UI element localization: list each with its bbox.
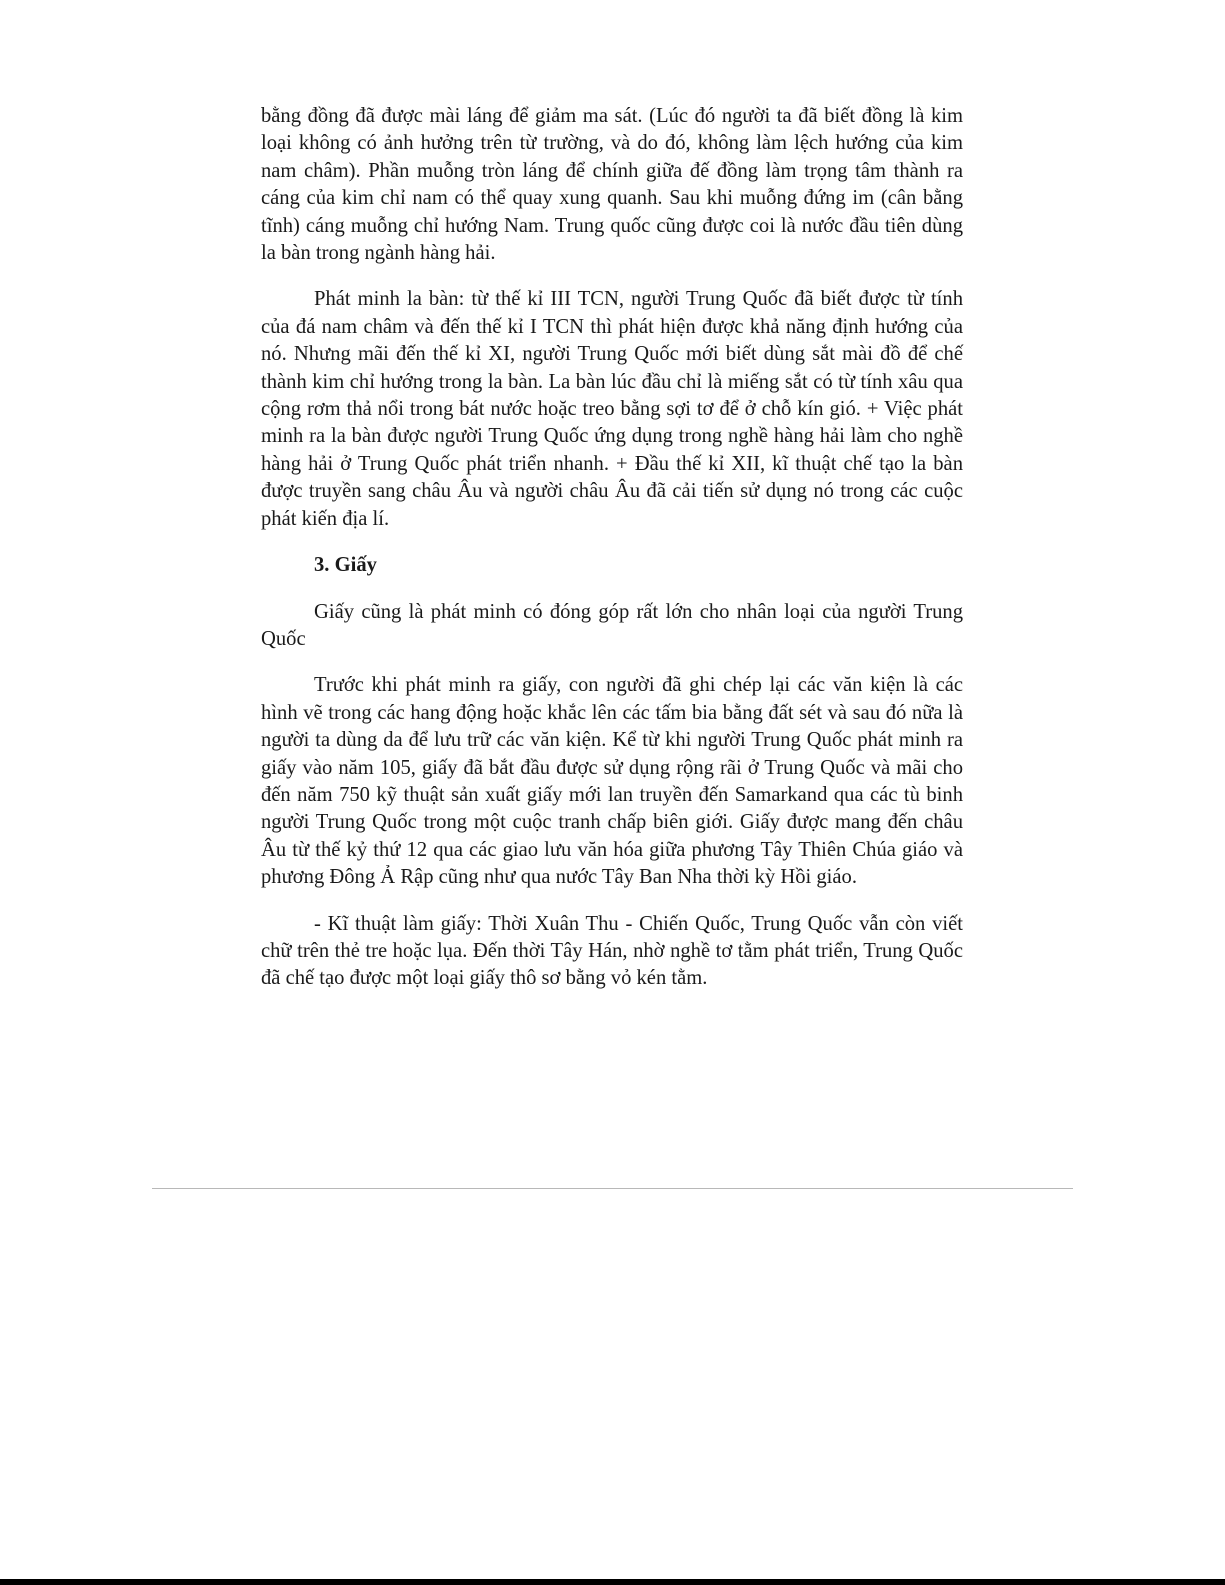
section-heading-paper: 3. Giấy xyxy=(314,554,377,577)
paragraph-compass-construction: bằng đồng đã được mài láng để giảm ma sát. (Lúc đó người ta đã biết đồng là kim loại không có ảnh hưởng trên từ trường, và do đó, không làm lệch hướng của kim nam châm). Phần muỗng tròn láng để chính giữa đế đồng làm trọng tâm thành ra cáng của kim chỉ nam có thể quay xung quanh. Sau khi muỗng đứng im (cân bằng tĩnh) cáng muỗng chỉ hướng Nam. Trung quốc cũng được coi là nước đầu tiên dùng la bàn trong ngành hàng hải. xyxy=(261,105,963,265)
bottom-edge-band xyxy=(0,1579,1225,1585)
document-body xyxy=(261,103,963,1012)
paragraph-paper-technique: - Kĩ thuật làm giấy: Thời Xuân Thu - Chiến Quốc, Trung Quốc vẫn còn viết chữ trên thẻ tre hoặc lụa. Đến thời Tây Hán, nhờ nghề tơ tằm phát triển, Trung Quốc đã chế tạo được một loại giấy thô sơ bằng vỏ kén tằm. xyxy=(261,912,963,990)
page-divider xyxy=(152,1188,1073,1189)
paragraph-compass-invention: Phát minh la bàn: từ thế kỉ III TCN, người Trung Quốc đã biết được từ tính của đá nam châm và đến thế kỉ I TCN thì phát hiện được khả năng định hướng của nó. Nhưng mãi đến thế kỉ XI, người Trung Quốc mới biết dùng sắt mài đồ để chế thành kim chỉ hướng trong la bàn. La bàn lúc đầu chỉ là miếng sắt có từ tính xâu qua cộng rơm thả nổi trong bát nước hoặc treo bằng sợi tơ để ở chỗ kín gió. + Việc phát minh ra la bàn được người Trung Quốc ứng dụng trong nghề hàng hải làm cho nghề hàng hải ở Trung Quốc phát triển nhanh. + Đầu thế kỉ XII, kĩ thuật chế tạo la bàn được truyền sang châu Âu và người châu Âu đã cải tiến sử dụng nó trong các cuộc phát kiến địa lí. xyxy=(261,288,963,530)
paragraph-paper-intro: Giấy cũng là phát minh có đóng góp rất lớn cho nhân loại của người Trung Quốc xyxy=(261,600,963,650)
paragraph-paper-history: Trước khi phát minh ra giấy, con người đã ghi chép lại các văn kiện là các hình vẽ trong các hang động hoặc khắc lên các tấm bia bằng đất sét và sau đó nữa là người ta dùng da để lưu trữ các văn kiện. Kể từ khi người Trung Quốc phát minh ra giấy vào năm 105, giấy đã bắt đầu được sử dụng rộng rãi ở Trung Quốc và mãi cho đến năm 750 kỹ thuật sản xuất giấy mới lan truyền đến Samarkand qua các tù binh người Trung Quốc trong một cuộc tranh chấp biên giới. Giấy được mang đến châu Âu từ thế kỷ thứ 12 qua các giao lưu văn hóa giữa phương Tây Thiên Chúa giáo và phương Đông Ả Rập cũng như qua nước Tây Ban Nha thời kỳ Hồi giáo. xyxy=(261,674,963,889)
